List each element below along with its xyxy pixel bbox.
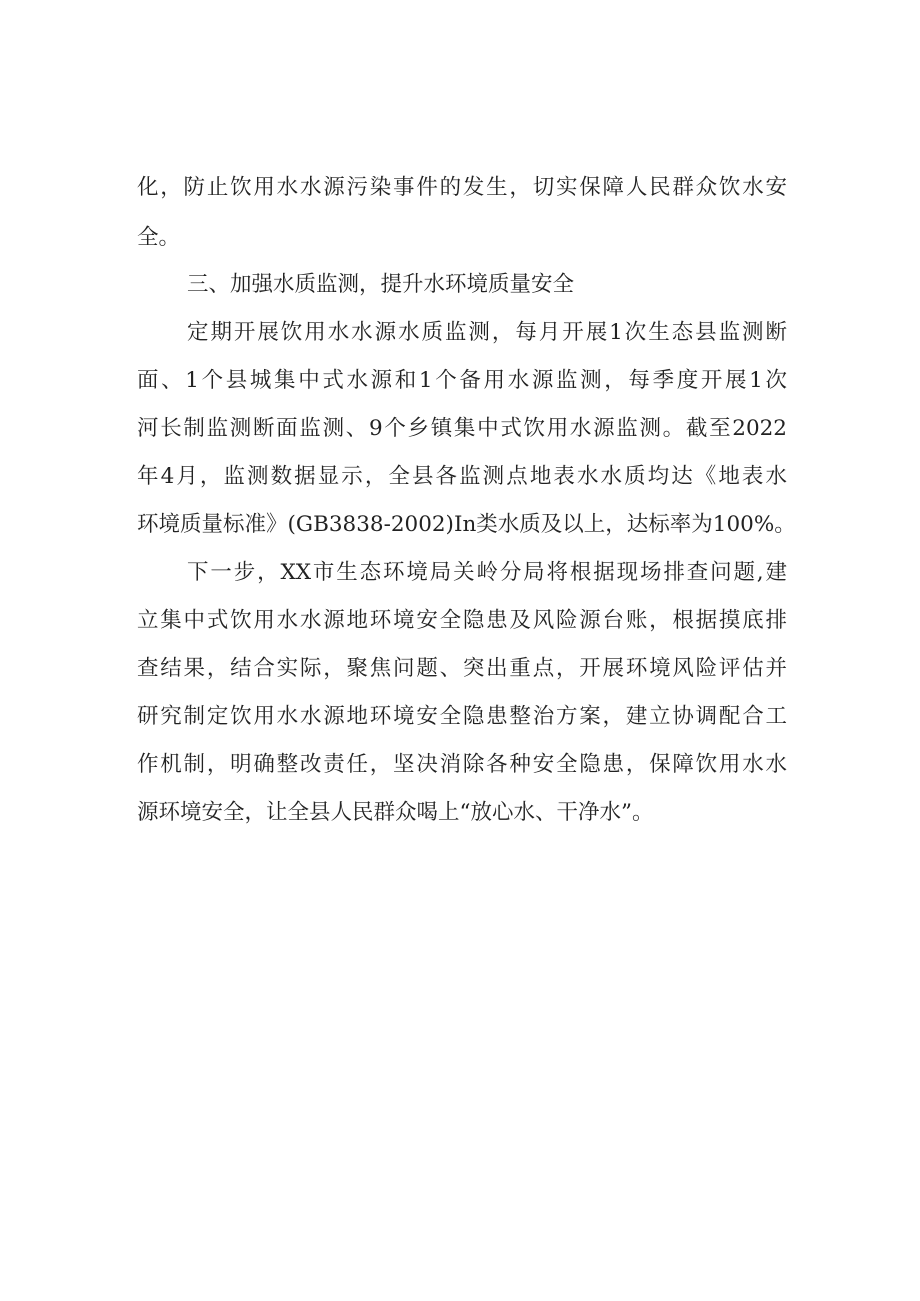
paragraph-3-line-1: 下一步，XX市生态环境局关岭分局将根据现场排查问题,建: [187, 560, 787, 585]
paragraph-1-line-2: 全。: [137, 225, 181, 250]
paragraph-2-line-4: 年4月，监测数据显示，全县各监测点地表水水质均达《地表水: [137, 464, 787, 489]
paragraph-2-line-5: 环境质量标准》(GB3838-2002)In类水质及以上，达标率为100%。: [137, 512, 796, 537]
paragraph-3-line-3: 查结果，结合实际，聚焦问题、突出重点，开展环境风险评估并: [137, 656, 787, 681]
paragraph-2-line-1: 定期开展饮用水水源水质监测，每月开展1次生态县监测断: [187, 320, 787, 345]
paragraph-3-line-4: 研究制定饮用水水源地环境安全隐患整治方案，建立协调配合工: [137, 704, 787, 729]
paragraph-3-line-5: 作机制，明确整改责任，坚决消除各种安全隐患，保障饮用水水: [137, 752, 787, 777]
paragraph-2-line-2: 面、1个县城集中式水源和1个备用水源监测，每季度开展1次: [137, 368, 787, 393]
paragraph-1-line-1: 化，防止饮用水水源污染事件的发生，切实保障人民群众饮水安: [137, 175, 787, 200]
paragraph-3-line-2: 立集中式饮用水水源地环境安全隐患及风险源台账，根据摸底排: [137, 608, 787, 633]
paragraph-3-line-6: 源环境安全，让全县人民群众喝上“放心水、干净水”。: [137, 800, 654, 825]
section-heading: 三、加强水质监测，提升水环境质量安全: [187, 272, 575, 297]
paragraph-2-line-3: 河长制监测断面监测、9个乡镇集中式饮用水源监测。截至2022: [137, 416, 787, 441]
